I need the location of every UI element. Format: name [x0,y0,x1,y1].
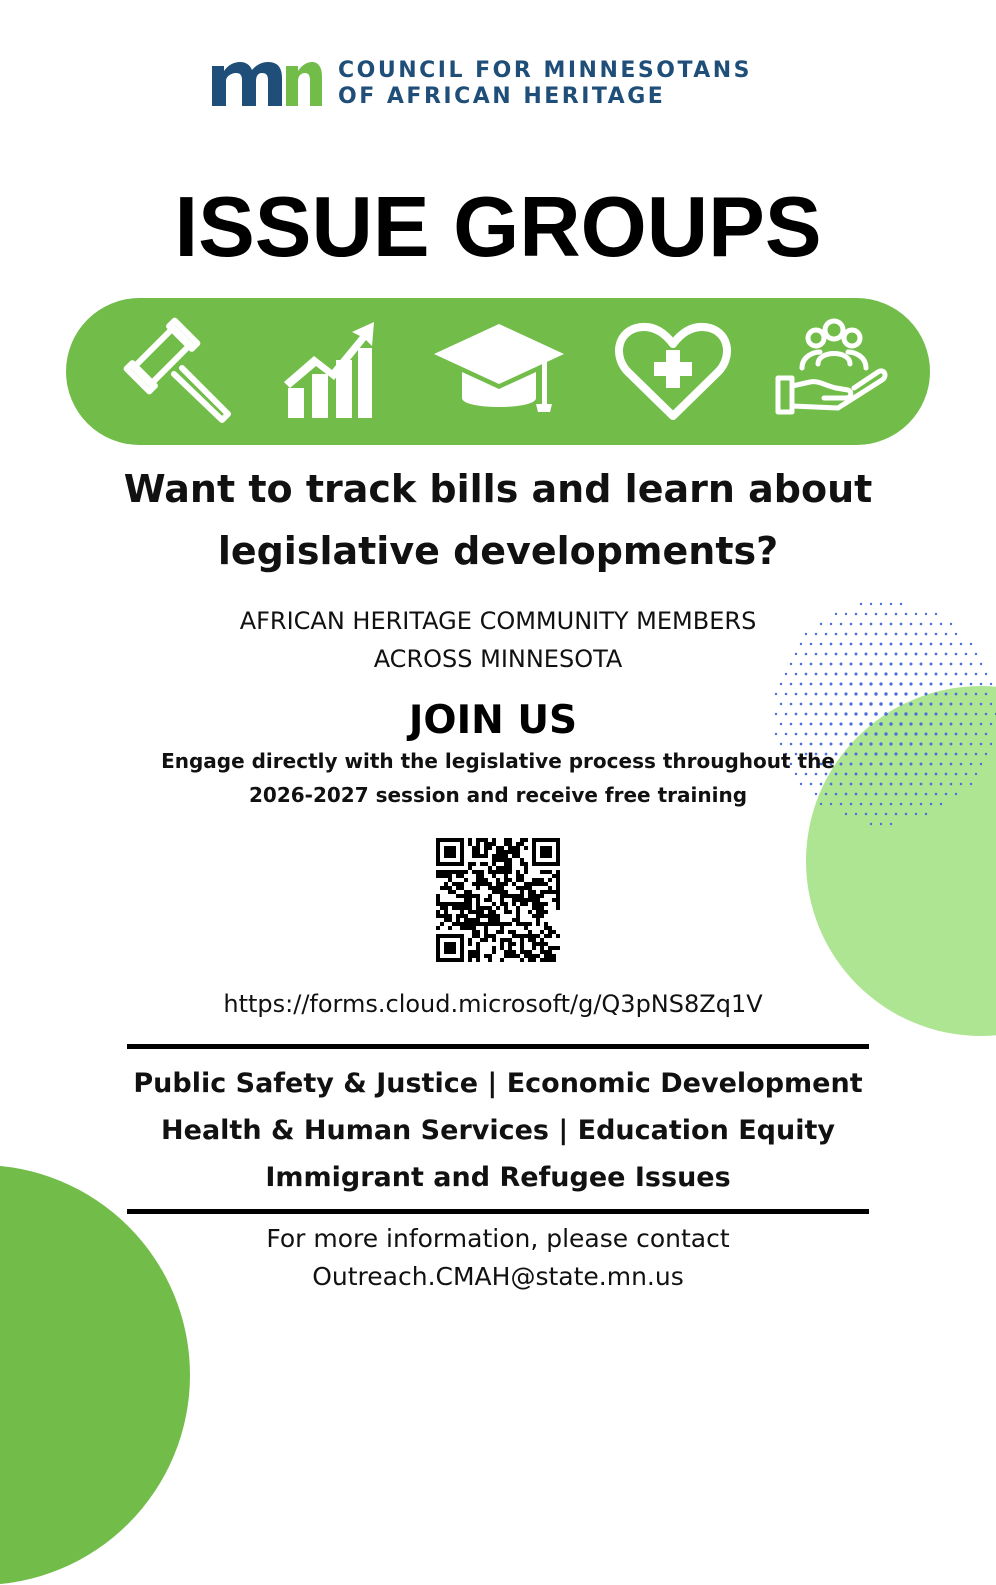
community-hand-icon [774,316,894,426]
groups-line-1: Public Safety & Justice | Economic Development [133,1068,863,1099]
divider-top [127,1044,869,1049]
question-line-2: legislative developments? [217,529,779,573]
gavel-icon [122,316,234,426]
contact-info [0,1220,996,1296]
organization-name [338,58,752,110]
heart-health-icon [614,316,732,426]
svg-text:mn: mn [210,58,212,59]
page-title: ISSUE GROUPS [174,180,822,275]
groups-line-2: Health & Human Services | Education Equity [161,1115,835,1146]
issue-groups-list [100,1060,896,1201]
question-line-1: Want to track bills and learn about [123,467,873,511]
issue-icons-bar [66,298,930,445]
contact-email[interactable]: Outreach.CMAH@state.mn.us [312,1262,684,1291]
divider-bottom [127,1209,869,1214]
signup-form-link[interactable]: https://forms.cloud.microsoft/g/Q3pNS8Zq1V [223,990,763,1018]
engage-description [100,744,896,812]
headline-question [60,458,936,582]
contact-line: For more information, please contact [266,1224,730,1253]
audience-line-2: ACROSS MINNESOTA [373,645,623,673]
join-us-heading: JOIN US [408,698,578,743]
mn-logo-icon [210,58,322,108]
org-name-line-1: COUNCIL FOR MINNESOTANS [338,58,753,83]
groups-line-3: Immigrant and Refugee Issues [265,1162,731,1193]
audience-text [0,602,996,678]
graduation-cap-icon [432,316,566,426]
engage-line-2: 2026-2027 session and receive free training [248,783,748,807]
engage-line-1: Engage directly with the legislative process throughout the [161,749,835,773]
audience-line-1: AFRICAN HERITAGE COMMUNITY MEMBERS [239,607,757,635]
org-name-line-2: OF AFRICAN HERITAGE [338,84,666,109]
qr-code[interactable] [436,838,560,962]
growth-chart-icon [280,316,378,426]
